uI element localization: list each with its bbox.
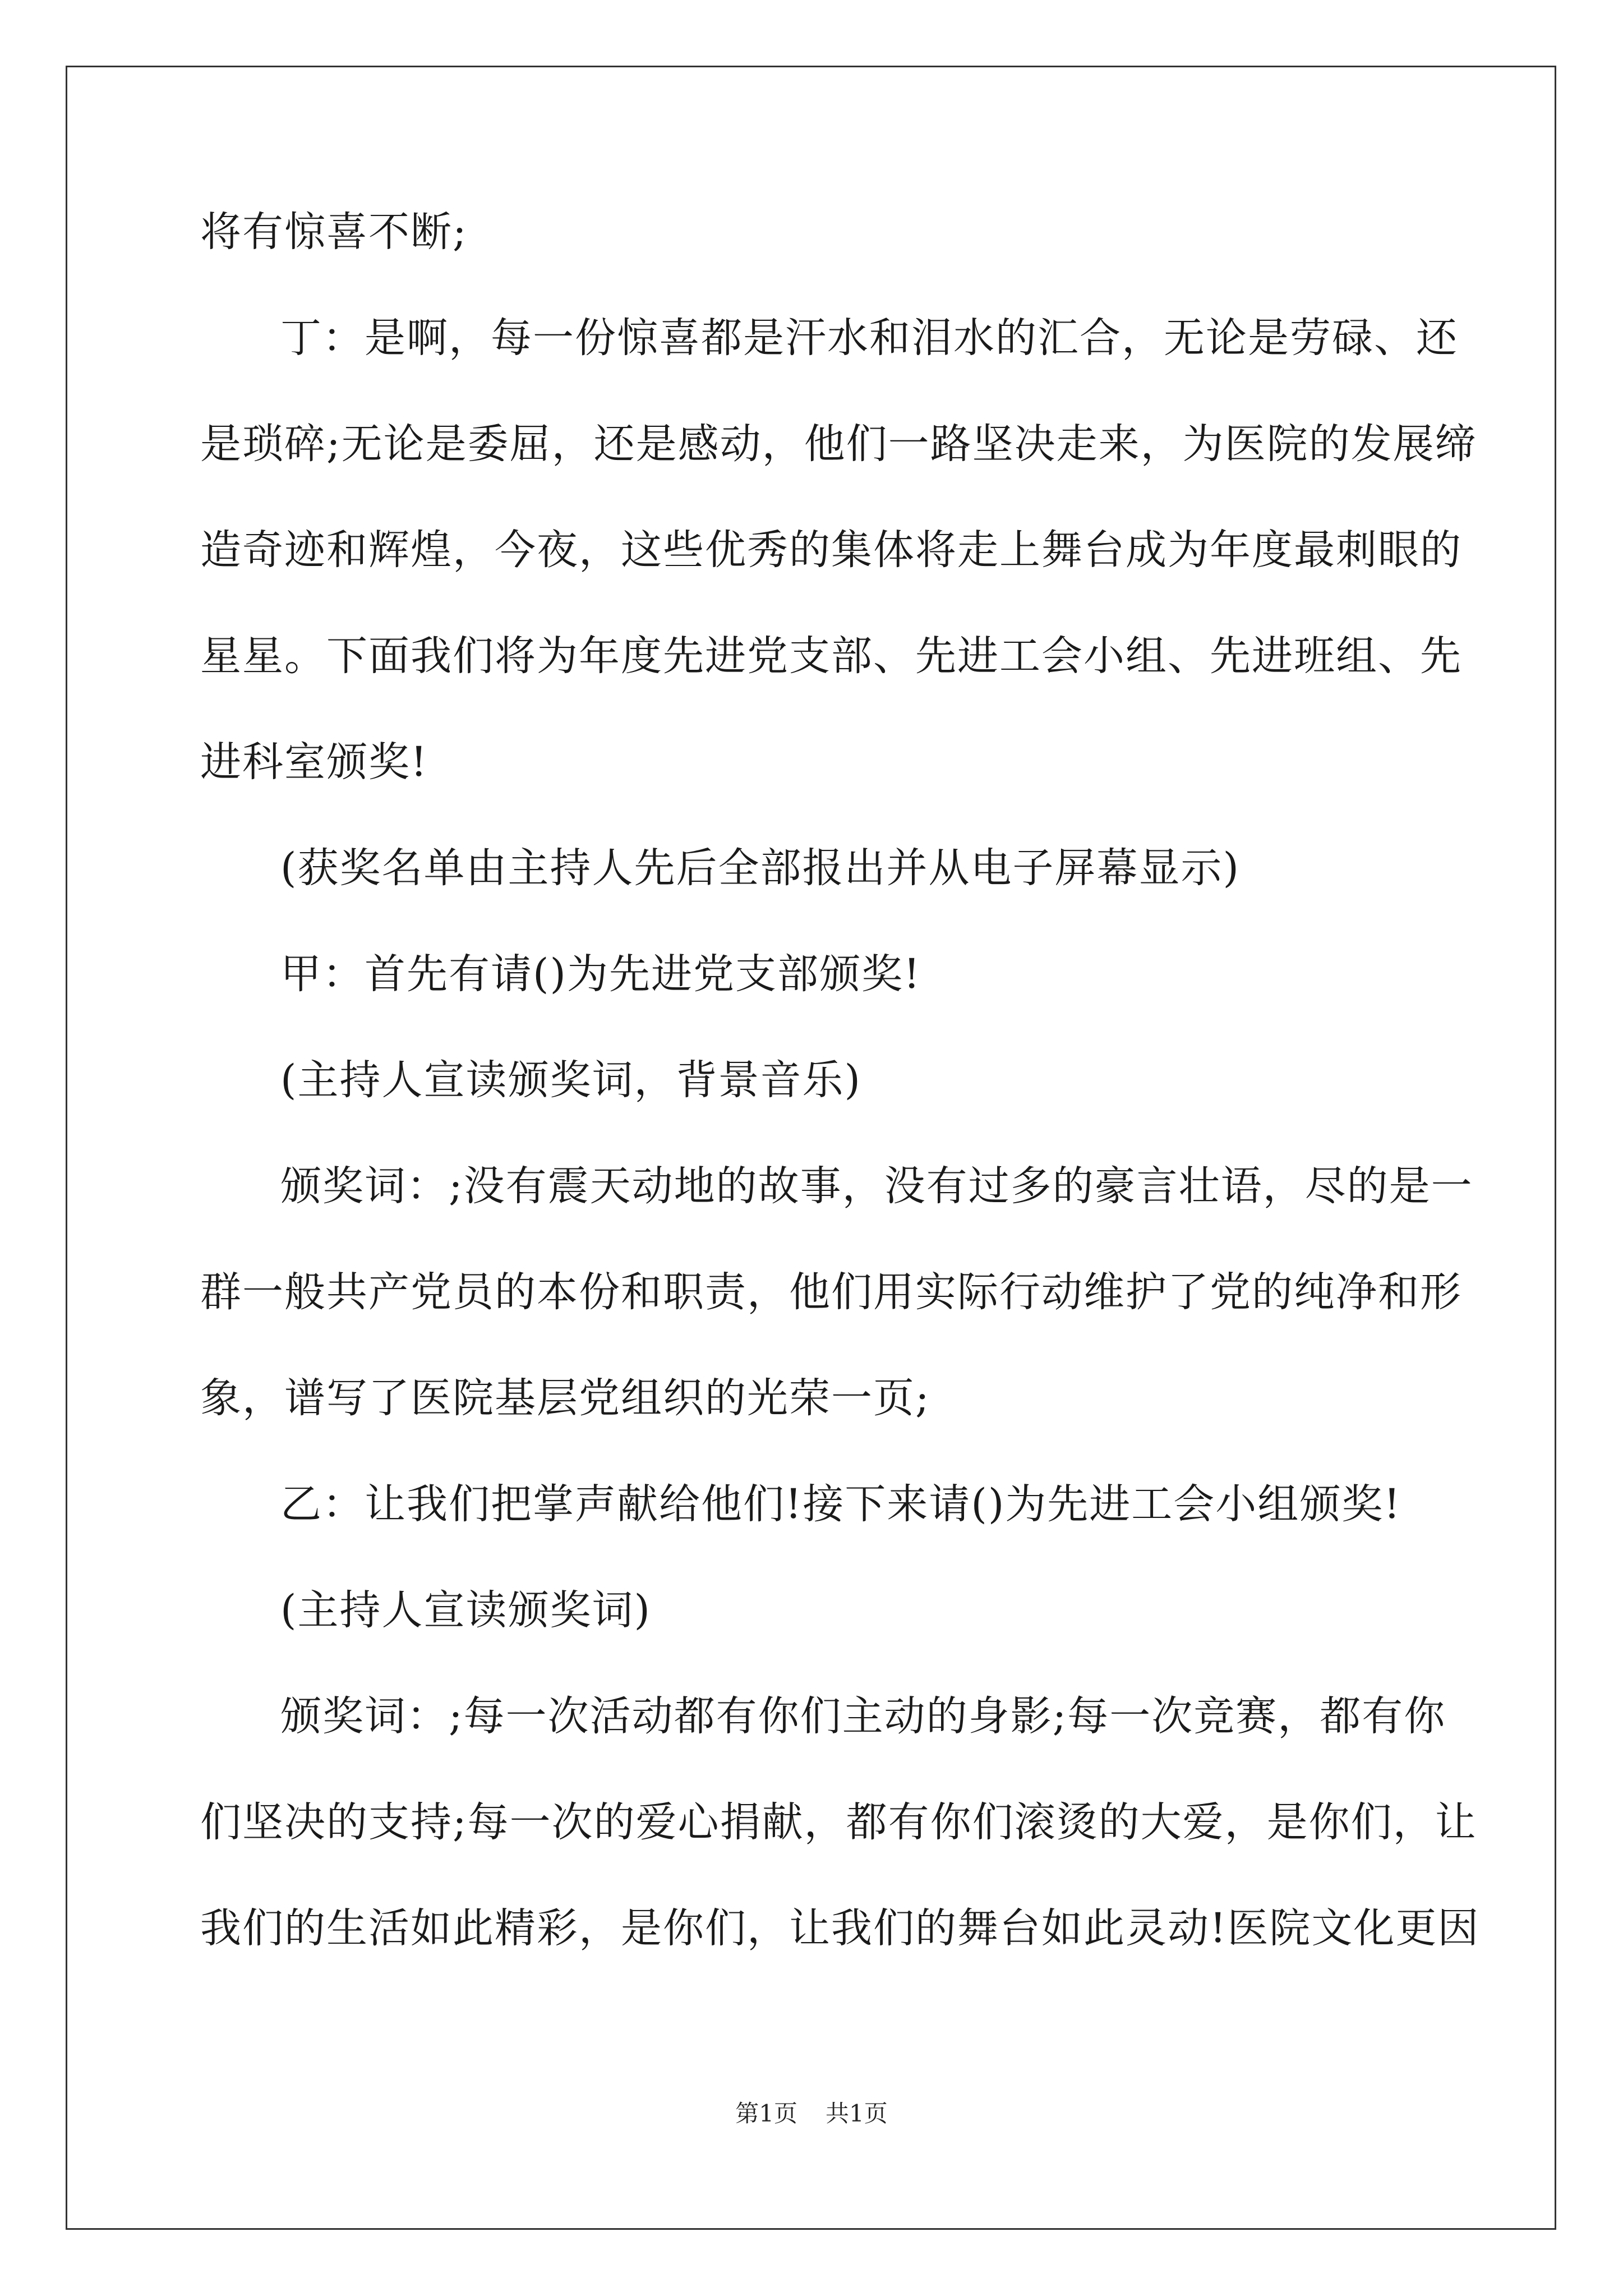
text-line: 颁奖词：;每一次活动都有你们主动的身影;每一次竞赛，都有你: [280, 1692, 1446, 1740]
page-footer: [0, 2097, 1623, 2131]
text-line: 造奇迹和辉煌，今夜，这些优秀的集体将走上舞台成为年度最刺眼的: [200, 526, 1462, 574]
text-line: 象，谱写了医院基层党组织的光荣一页;: [200, 1374, 930, 1422]
text-line: 颁奖词：;没有震天动地的故事，没有过多的豪言壮语，尽的是一: [280, 1162, 1473, 1210]
text-line: 我们的生活如此精彩，是你们，让我们的舞台如此灵动!医院文化更因: [200, 1904, 1480, 1952]
text-line: (主持人宣读颁奖词): [280, 1586, 651, 1634]
text-line: 甲：首先有请()为先进党支部颁奖!: [280, 950, 921, 998]
text-line: 是琐碎;无论是委屈，还是感动，他们一路坚决走来，为医院的发展缔: [200, 420, 1477, 468]
page-number-total: 共1页: [826, 2100, 888, 2127]
text-line: 星星。下面我们将为年度先进党支部、先进工会小组、先进班组、先: [200, 632, 1462, 680]
text-line: 们坚决的支持;每一次的爱心捐献，都有你们滚烫的大爱，是你们，让: [200, 1798, 1477, 1846]
text-line: 乙：让我们把掌声献给他们!接下来请()为先进工会小组颁奖!: [280, 1480, 1401, 1528]
text-line: 群一般共产党员的本份和职责，他们用实际行动维护了党的纯净和形: [200, 1268, 1462, 1316]
text-line: 丁：是啊，每一份惊喜都是汗水和泪水的汇合，无论是劳碌、还: [280, 314, 1458, 362]
text-line: (主持人宣读颁奖词，背景音乐): [280, 1056, 861, 1104]
text-line: (获奖名单由主持人先后全部报出并从电子屏幕显示): [280, 844, 1240, 892]
page-number-current: 第1页: [735, 2100, 797, 2127]
text-line: 进科室颁奖!: [200, 738, 428, 786]
text-line: 将有惊喜不断;: [200, 208, 468, 256]
